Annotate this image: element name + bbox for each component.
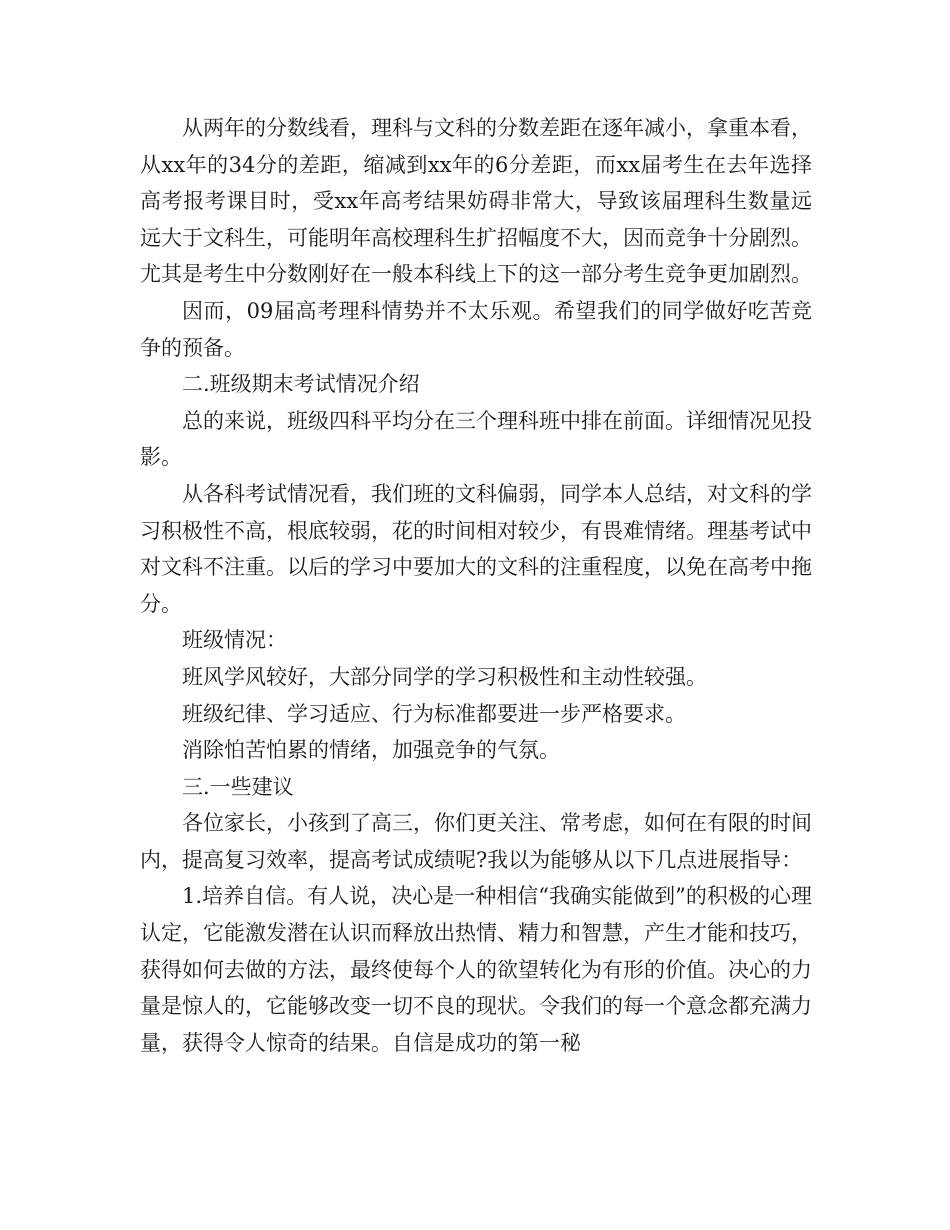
class-situation-label: 班级情况：: [182, 628, 287, 653]
paragraph-class-average: 总的来说，班级四科平均分在三个理科班中排在前面。详细情况见投影。: [140, 408, 812, 470]
class-situation-item-1: 班风学风较好，大部分同学的学习积极性和主动性较强。: [182, 664, 707, 689]
document-body: [140, 110, 812, 1061]
paragraph-score-analysis: 从两年的分数线看，理科与文科的分数差距在逐年减小，拿重本看，从xx年的34分的差距，缩减到xx年的6分差距，而xx届考生在去年选择高考报考课目时，受xx年高考结果妨碍非常大，导致该届理科生数量远远大于文科生，可能明年高校理科生扩招幅度不大，因而竞争十分剧烈。尤其是考生中分数刚好在一般本科线上下的这一部分考生竞争更加剧烈。: [140, 116, 812, 287]
paragraph-subject-analysis: 从各科考试情况看，我们班的文科偏弱，同学本人总结，对文科的学习积极性不高，根底较弱，花的时间相对较少，有畏难情绪。理基考试中对文科不注重。以后的学习中要加大的文科的注重程度，以免在高考中拖分。: [140, 481, 812, 616]
paragraph-confidence: 1.培养自信。有人说，决心是一种相信“我确实能做到”的积极的心理认定，它能激发潜在认识而释放出热情、精力和智慧，产生才能和技巧，获得如何去做的方法，最终使每个人的欲望转化为有形的价值。决心的力量是惊人的，它能够改变一切不良的现状。令我们的每一个意念都充满力量，获得令人惊奇的结果。自信是成功的第一秘: [140, 884, 812, 1055]
section-heading-suggestions: 三.一些建议: [182, 774, 294, 799]
class-situation-item-2: 班级纪律、学习适应、行为标准都要进一步严格要求。: [182, 701, 686, 726]
paragraph-science-outlook: 因而，09届高考理科情势并不太乐观。希望我们的同学做好吃苦竞争的预备。: [140, 298, 812, 360]
class-situation-item-3: 消除怕苦怕累的情绪，加强竞争的气氛。: [182, 738, 560, 763]
paragraph-parents-intro: 各位家长，小孩到了高三，你们更关注、常考虑，如何在有限的时间内，提高复习效率，提高考试成绩呢?我以为能够从以下几点进展指导：: [140, 811, 812, 872]
section-heading-exam-summary: 二.班级期末考试情况介绍: [182, 372, 420, 397]
